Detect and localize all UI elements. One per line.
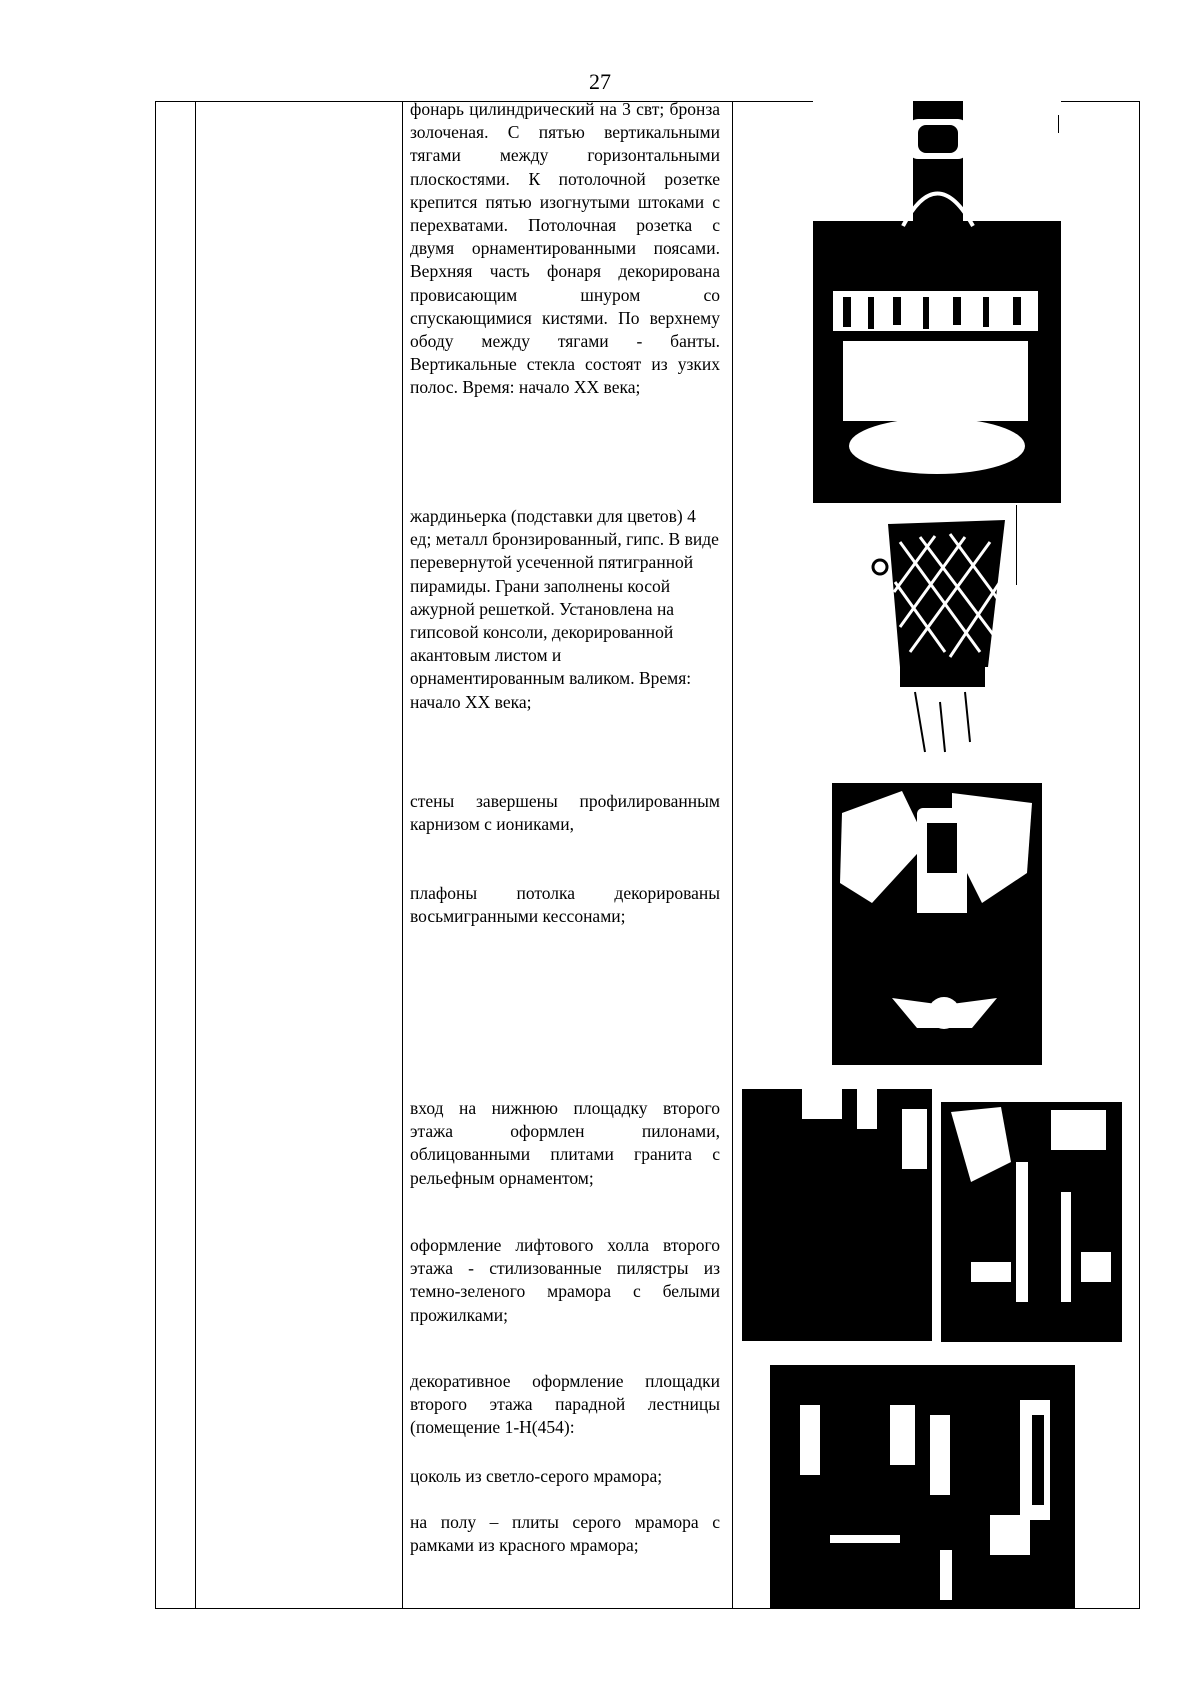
column-divider-1 <box>195 102 196 1608</box>
lantern-photo-edge-line <box>1058 115 1059 133</box>
floor-description: на полу – плиты серого мрамора с рамками из красного мрамора; <box>410 1512 720 1556</box>
column-divider-2 <box>402 102 403 1608</box>
elevator-hall-description: оформление лифтового холла второго этажа - стилизованные пилястры из темно-зеленого мрамора с белыми прожилками; <box>410 1235 720 1325</box>
entrance-pylon-photo <box>742 1089 932 1341</box>
plinth-description: цоколь из светло-серого мрамора; <box>410 1466 663 1486</box>
entrance-description: вход на нижнюю площадку второго этажа оформлен пилонами, облицованными плитами гранита с рельефным орнаментом; <box>410 1098 720 1188</box>
cornice-description: стены завершены профилированным карнизом с иониками, <box>410 791 720 835</box>
column-divider-3 <box>732 102 733 1608</box>
lantern-photo <box>813 101 1061 503</box>
staircase-description: декоративное оформление площадки второго этажа парадной лестницы (помещение 1-Н(454): <box>410 1371 720 1438</box>
elevator-hall-photo <box>941 1102 1122 1342</box>
jardiniere-description: жардиньерка (подставки для цветов) 4 ед; металл бронзированный, гипс. В виде перевернутой усеченной пятигранной пирамиды. Грани заполнены косой ажурной решеткой. Установлена на гипсовой консоли, декорированной акантовым листом и орнаментированным валиком. Время: начало XX века; <box>410 506 719 712</box>
lantern-description: фонарь цилиндрический на 3 свт; бронза золоченая. С пятью вертикальными тягами между горизонтальными плоскостями. К потолочной розетке крепится пятью изогнутыми штоками с перехватами. Потолочная розетка с двумя орнаментированными поясами. Верхняя часть фонаря декорирована провисающим шнуром со спускающимися кистями. По верхнему ободу между тягами - банты. Вертикальные стекла состоят из узких полос. Время: начало XX века; <box>410 99 720 398</box>
page-number: 27 <box>589 69 611 94</box>
jardiniere-photo <box>870 512 1020 757</box>
ceiling-photo <box>832 783 1042 1065</box>
ceiling-description: плафоны потолка декорированы восьмигранными кессонами; <box>410 883 720 927</box>
jardiniere-photo-edge-line <box>1016 505 1017 585</box>
staircase-landing-photo <box>770 1365 1075 1609</box>
